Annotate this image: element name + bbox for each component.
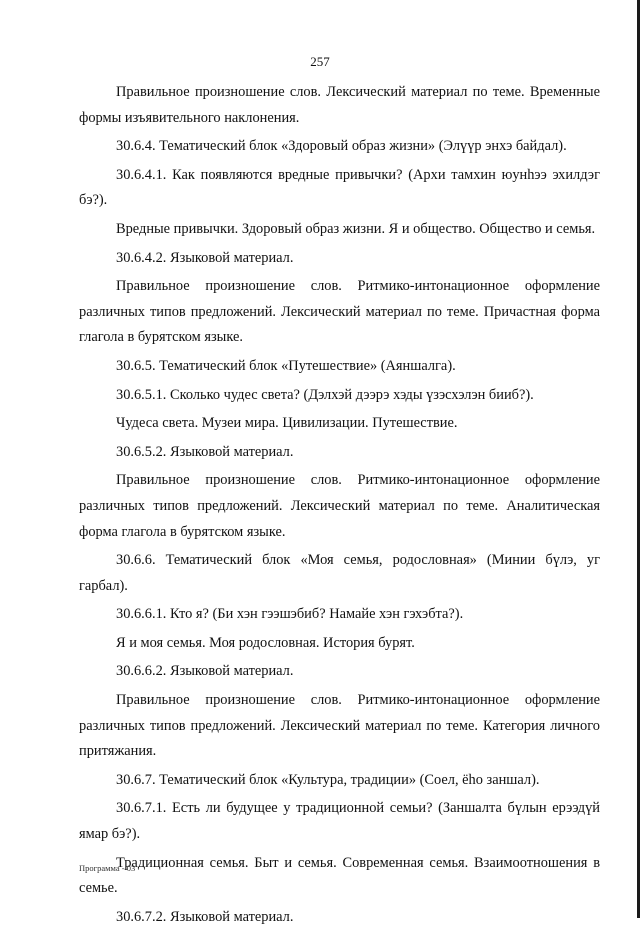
- page-footer: Программа - 03: [79, 863, 136, 873]
- paragraph: Традиционная семья. Быт и семья. Современная семья. Взаимоотношения в семье.: [79, 854, 600, 897]
- paragraph: Правильное произношение слов. Ритмико-интонационное оформление различных типов предложений. Лексический материал по теме. Аналитическая форма глагола в бурятском языке.: [79, 472, 600, 540]
- subsection-heading: 30.6.4.2. Языковой материал.: [116, 249, 294, 266]
- paragraph: Вредные привычки. Здоровый образ жизни. Я и общество. Общество и семья.: [116, 220, 596, 237]
- section-heading: 30.6.6. Тематический блок «Моя семья, родословная» (Минии бүлэ, уг гарбал).: [79, 552, 600, 594]
- subsection-heading: 30.6.5.2. Языковой материал.: [116, 443, 294, 460]
- paragraph: Чудеса света. Музеи мира. Цивилизации. Путешествие.: [116, 415, 458, 432]
- subsection-heading: 30.6.7.2. Языковой материал.: [116, 908, 294, 925]
- subsection-heading: 30.6.5.1. Сколько чудес света? (Дэлхэй дээрэ хэды үзэсхэлэн бииб?).: [116, 386, 534, 403]
- paragraph: Я и моя семья. Моя родословная. История бурят.: [116, 634, 415, 651]
- subsection-heading: 30.6.4.1. Как появляются вредные привычки? (Архи тамхин юунһээ эхилдэг бэ?).: [79, 166, 600, 209]
- subsection-heading: 30.6.6.1. Кто я? (Би хэн гээшэбиб? Намайе хэн гэхэбта?).: [116, 606, 464, 623]
- paragraph: Правильное произношение слов. Лексический материал по теме. Временные формы изъявительного наклонения.: [79, 84, 600, 126]
- section-heading: 30.6.7. Тематический блок «Культура, традиции» (Соел, ёһо заншал).: [116, 771, 540, 788]
- subsection-heading: 30.6.6.2. Языковой материал.: [116, 663, 294, 680]
- subsection-heading: 30.6.7.1. Есть ли будущее у традиционной семьи? (Заншалта бүлын ерээдүй ямар бэ?).: [79, 800, 600, 843]
- body-text: [79, 80, 600, 933]
- section-heading: 30.6.4. Тематический блок «Здоровый образ жизни» (Элүүр энхэ байдал).: [116, 138, 567, 155]
- paragraph: Правильное произношение слов. Ритмико-интонационное оформление различных типов предложений. Лексический материал по теме. Причастная форма глагола в бурятском языке.: [79, 278, 600, 346]
- section-heading: 30.6.5. Тематический блок «Путешествие» (Аяншалга).: [116, 357, 456, 374]
- paragraph: Правильное произношение слов. Ритмико-интонационное оформление различных типов предложений. Лексический материал по теме. Категория личного притяжания.: [79, 692, 600, 760]
- page-number: 257: [310, 54, 330, 69]
